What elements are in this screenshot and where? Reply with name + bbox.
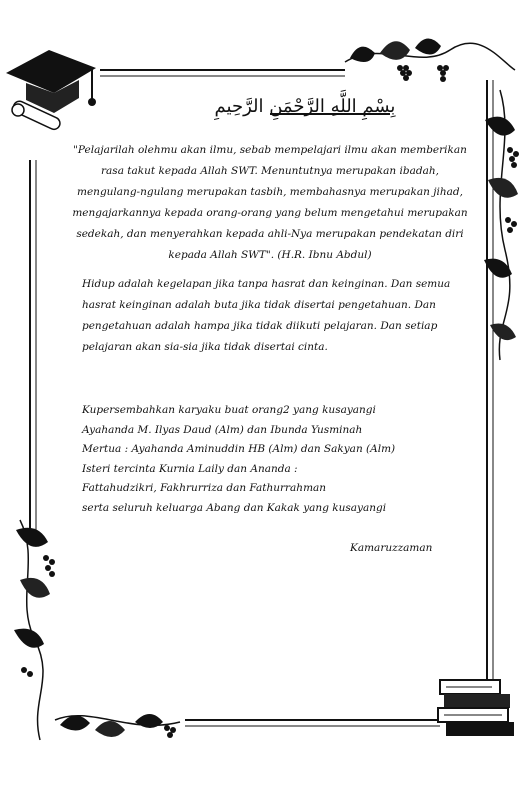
grape-vine-icon [8, 520, 63, 720]
dedication-line: Mertua : Ayahanda Aminuddin HB (Alm) dan Sakyan (Alm) [82, 443, 396, 456]
grape-vine-icon [55, 700, 195, 750]
svg-text:بِسْمِ اللَّهِ الرَّحْمَنِ الر: بِسْمِ اللَّهِ الرَّحْمَنِ الرَّحِيمِ [214, 96, 396, 117]
dedication-block [82, 400, 462, 518]
dedication-line: serta seluruh keluarga Abang dan Kakak yang kusayangi [82, 501, 387, 514]
dedication-line: Kupersembahkan karyaku buat orang2 yang kusayangi [82, 404, 376, 416]
book-stack-icon [432, 670, 524, 750]
author-signature: Kamaruzzaman [350, 542, 433, 554]
grape-vine-icon [340, 28, 470, 88]
graduation-cap-icon [4, 38, 104, 133]
motto-paragraph: Hidup adalah kegelapan jika tanpa hasrat dan keinginan. Dan semua hasrat keinginan adalah buta jika tidak disertai pengetahuan. Dan pengetahuan adalah hampa jika tidak diikuti pelajaran. Dan setiap pelajaran akan sia-sia jika tidak disertai cinta. [82, 278, 451, 353]
dedication-line: Isteri tercinta Kurnia Laily dan Ananda : [82, 462, 298, 475]
dedication-line: Fattahudzikri, Fakhrurriza dan Fathurrahman [82, 482, 327, 495]
dedication-line: Ayahanda M. Ilyas Daud (Alm) dan Ibunda Yusminah [82, 423, 363, 436]
grape-vine-icon [480, 110, 524, 360]
hadith-quote: "Pelajarilah olehmu akan ilmu, sebab mempelajari ilmu akan memberikan rasa takut kepada Allah SWT. Menuntutnya merupakan ibadah, mengulang-ngulang merupakan tasbih, membahasnya merupakan jihad, mengajarkannya kepada orang-orang yang belum mengetahui merupakan sedekah, dan menyerahkan kepada ahli-Nya merupakan pendekatan diri kepada Allah SWT". (H.R. Ibnu Abdul) [72, 144, 468, 261]
bismillah-calligraphy [190, 88, 420, 122]
